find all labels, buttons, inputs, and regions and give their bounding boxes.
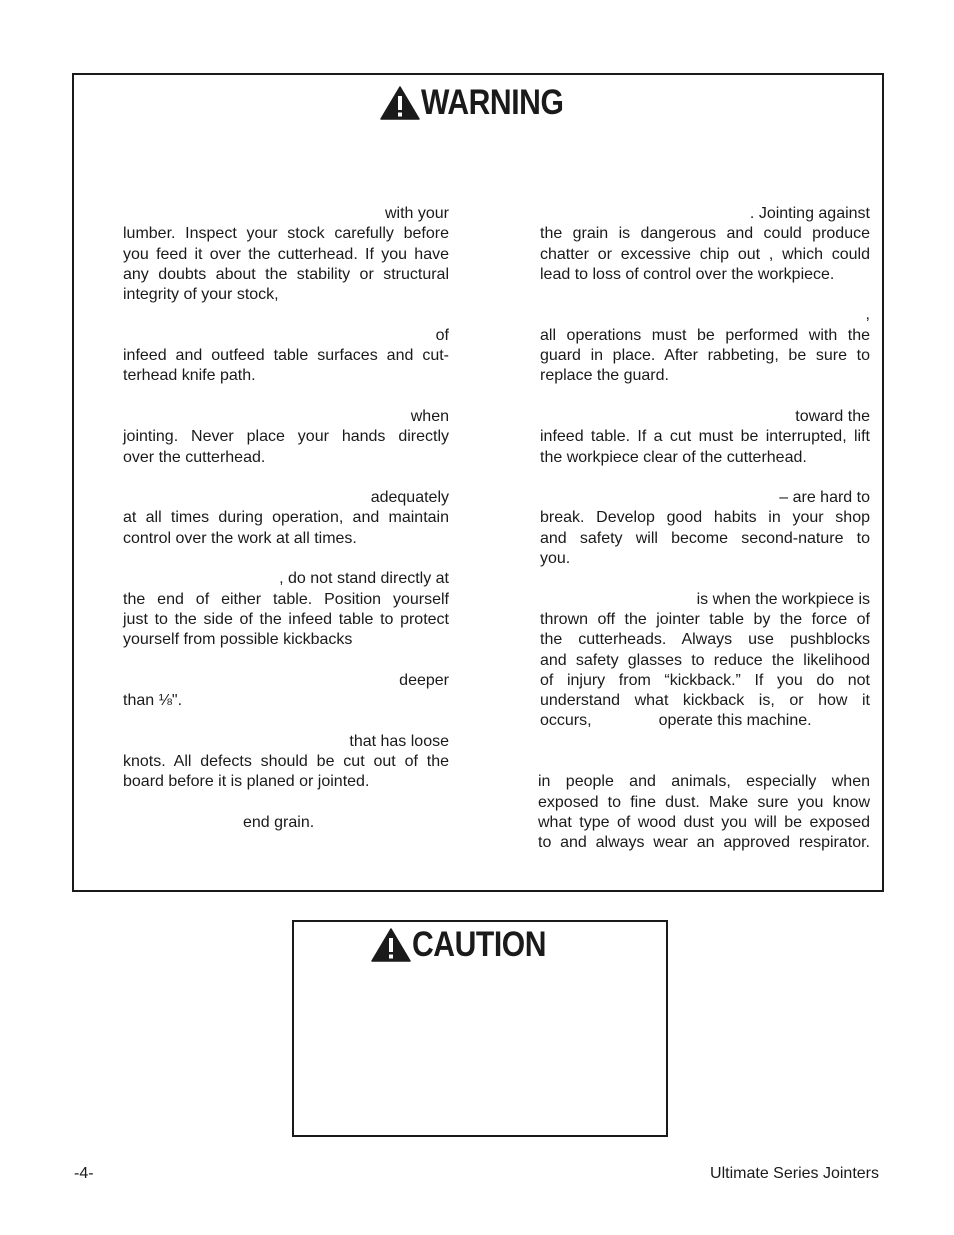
- left-line: board before it is planed or jointed.: [123, 773, 370, 791]
- left-line: any doubts about the stability or structural: [123, 265, 449, 283]
- right-line: all operations must be performed with the: [540, 326, 870, 344]
- right-line: replace the guard.: [540, 367, 669, 385]
- left-line: just to the side of the infeed table to protect: [123, 610, 449, 628]
- left-line: lumber. Inspect your stock carefully before: [123, 225, 449, 243]
- warning-box: [72, 73, 884, 892]
- right-line: what type of wood dust you will be exposed: [538, 813, 870, 831]
- left-line: adequately: [370, 489, 449, 507]
- right-line: and safety will become second-nature to: [540, 529, 870, 547]
- left-line: knots. All defects should be cut out of the: [123, 753, 449, 771]
- right-line: exposed to fine dust. Make sure you know: [538, 793, 870, 811]
- right-line: – are hard to: [779, 489, 870, 507]
- caution-heading: [371, 927, 568, 962]
- right-line: in people and animals, especially when: [538, 773, 870, 791]
- right-line-part: occurs,: [540, 712, 592, 730]
- left-line: at all times during operation, and maintain: [123, 509, 449, 527]
- left-line: you feed it over the cutterhead. If you have: [123, 245, 449, 263]
- right-line: understand what kickback is, or how it: [540, 692, 870, 710]
- right-line: to and always wear an approved respirator.: [538, 834, 870, 852]
- left-line: , do not stand directly at: [279, 570, 449, 588]
- left-line: end grain.: [243, 813, 315, 831]
- left-line: that has loose: [349, 732, 449, 750]
- right-line: the cutterheads. Always use pushblocks: [540, 631, 870, 649]
- right-line-part: operate this machine.: [658, 712, 812, 730]
- right-line: is when the workpiece is: [696, 590, 870, 608]
- warning-right-column: [540, 204, 870, 854]
- left-line: deeper: [399, 671, 449, 689]
- right-line: lead to loss of control over the workpiece.: [540, 265, 835, 283]
- page-number: -4-: [74, 1165, 94, 1182]
- document-title: Ultimate Series Jointers: [710, 1165, 879, 1182]
- left-line: than ⅛".: [123, 692, 183, 710]
- warning-triangle-icon: [371, 928, 411, 962]
- right-line: you.: [540, 550, 571, 568]
- right-line: the grain is dangerous and could produce: [540, 225, 870, 243]
- left-line: of: [435, 326, 449, 344]
- left-line: with your: [384, 205, 449, 222]
- right-line: break. Develop good habits in your shop: [540, 509, 870, 527]
- right-line: toward the: [795, 407, 870, 425]
- right-line: [540, 711, 870, 731]
- right-line: ,: [865, 306, 870, 324]
- left-line: the end of either table. Position yourself: [123, 590, 449, 608]
- right-line: . Jointing against: [749, 205, 870, 222]
- right-line: guard in place. After rabbeting, be sure to: [540, 347, 870, 365]
- left-line: control over the work at all times.: [123, 529, 357, 547]
- left-line: yourself from possible kickbacks: [123, 631, 353, 649]
- left-line: integrity of your stock,: [123, 286, 279, 304]
- caution-title: CAUTION: [412, 925, 547, 964]
- warning-triangle-icon: [380, 86, 420, 120]
- left-line: when: [410, 407, 449, 425]
- left-line: over the cutterhead.: [123, 448, 266, 466]
- left-line: jointing. Never place your hands directly: [123, 428, 449, 446]
- right-line: of injury from “kickback.” If you do not: [540, 671, 870, 689]
- caution-box: [292, 920, 668, 1137]
- right-line: thrown off the jointer table by the force of: [540, 610, 870, 628]
- left-line: infeed and outfeed table surfaces and cut-: [123, 347, 449, 365]
- right-line: and safety glasses to reduce the likelihood: [540, 651, 870, 669]
- right-line: chatter or excessive chip out , which could: [540, 245, 870, 263]
- right-line: infeed table. If a cut must be interrupted, lift: [540, 428, 870, 446]
- left-line: terhead knife path.: [123, 367, 256, 385]
- warning-left-column: [123, 204, 449, 833]
- warning-title: WARNING: [421, 83, 564, 122]
- warning-heading: [380, 85, 587, 120]
- right-line: the workpiece clear of the cutterhead.: [540, 448, 807, 466]
